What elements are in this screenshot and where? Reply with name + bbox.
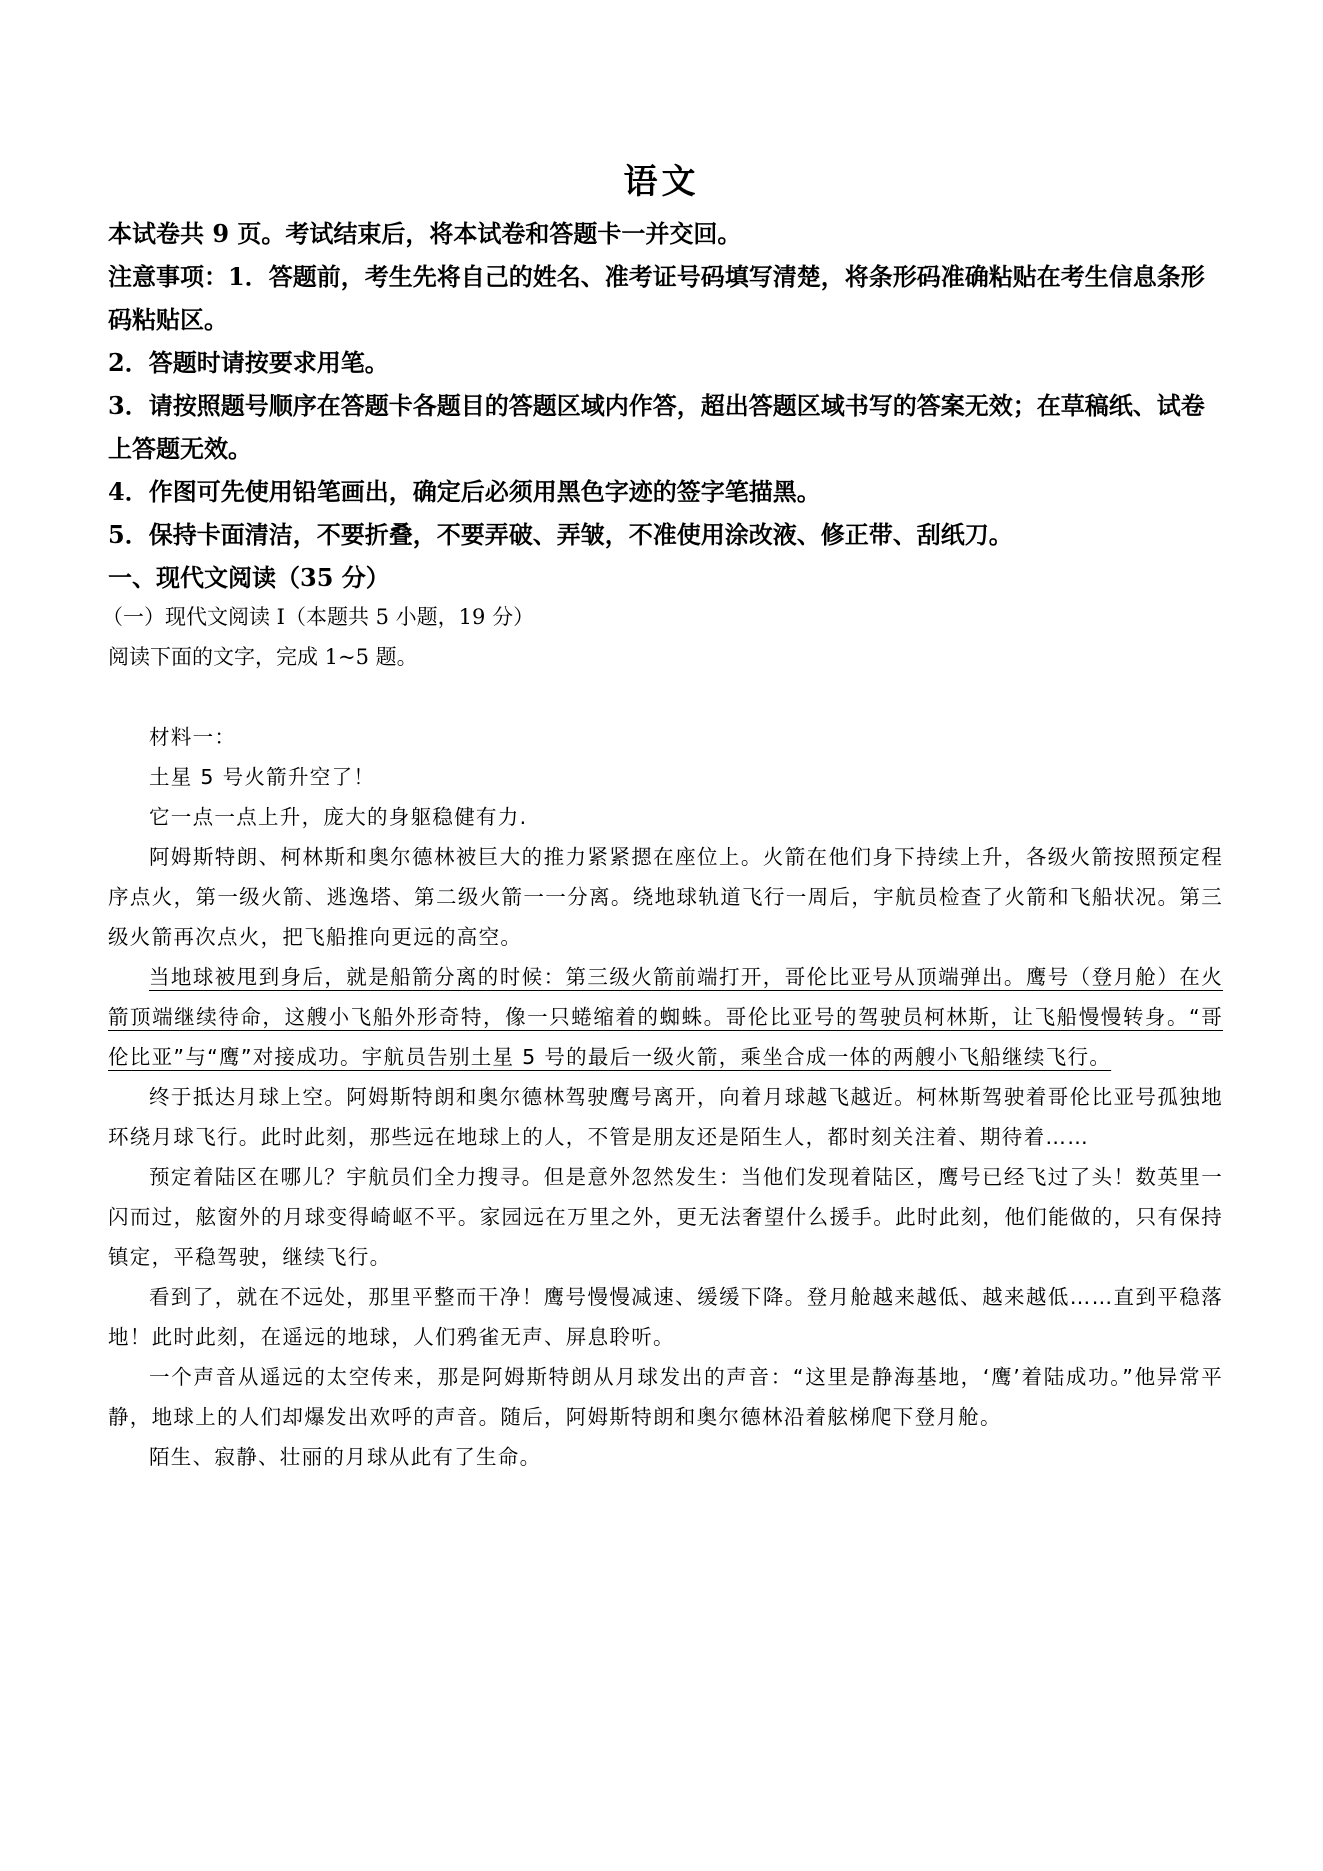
instruction-line: 5．保持卡面清洁，不要折叠，不要弄破、弄皱，不准使用涂改液、修正带、刮纸刀。: [108, 520, 1013, 549]
reading-prompt: 阅读下面的文字，完成 1~5 题。: [108, 645, 418, 669]
section-title: 一、现代文阅读（35 分）: [108, 563, 390, 592]
passage-paragraph: 一个声音从遥远的太空传来，那是阿姆斯特朗从月球发出的声音：“这里是静海基地，‘鹰’着陆成功。”他异常平静，地球上的人们却爆发出欢呼的声音。随后，阿姆斯特朗和奥尔德林沿着舷梯爬下登月舱。: [108, 1365, 1223, 1429]
passage-paragraph: 材料一：: [149, 725, 237, 749]
reading-passage: [108, 717, 1223, 1477]
passage-paragraph: 土星 5 号火箭升空了！: [149, 765, 376, 789]
underlined-paragraph: [108, 957, 1223, 1077]
passage-paragraph: 终于抵达月球上空。阿姆斯特朗和奥尔德林驾驶鹰号离开，向着月球越飞越近。柯林斯驾驶着哥伦比亚号孤独地环绕月球飞行。此时此刻，那些远在地球上的人，不管是朋友还是陌生人，都时刻关注着、期待着……: [108, 1085, 1223, 1149]
passage-paragraph: 陌生、寂静、壮丽的月球从此有了生命。: [149, 1445, 542, 1469]
page-title: 语文: [623, 162, 700, 202]
passage-paragraph: 阿姆斯特朗、柯林斯和奥尔德林被巨大的推力紧紧摁在座位上。火箭在他们身下持续上升，各级火箭按照预定程序点火，第一级火箭、逃逸塔、第二级火箭一一分离。绕地球轨道飞行一周后，宇航员检查了火箭和飞船状况。第三级火箭再次点火，把飞船推向更远的高空。: [108, 845, 1223, 949]
instruction-line: 4．作图可先使用铅笔画出，确定后必须用黑色字迹的签字笔描黑。: [108, 477, 821, 506]
passage-paragraph: 看到了，就在不远处，那里平整而干净！鹰号慢慢减速、缓缓下降。登月舱越来越低、越来越低……直到平稳落地！此时此刻，在遥远的地球，人们鸦雀无声、屏息聆听。: [108, 1285, 1223, 1349]
instruction-line: 3．请按照题号顺序在答题卡各题目的答题区域内作答，超出答题区域书写的答案无效；在草稿纸、试卷上答题无效。: [108, 391, 1205, 463]
underlined-text: 当地球被甩到身后，就是船箭分离的时候：第三级火箭前端打开，哥伦比亚号从顶端弹出。鹰号（登月舱）在火箭顶端继续待命，这艘小飞船外形奇特，像一只蜷缩着的蜘蛛。哥伦比亚号的驾驶员柯林斯，让飞船慢慢转身。“哥伦比亚”与“鹰”对接成功。宇航员告别土星 5 号的最后一级火箭，乘坐合成一体的两艘小飞船继续飞行。: [108, 965, 1223, 1069]
instruction-line: 本试卷共 9 页。考试结束后，将本试卷和答题卡一并交回。: [108, 219, 742, 248]
subsection-title: （一）现代文阅读 I（本题共 5 小题，19 分）: [102, 605, 535, 629]
passage-paragraph: 预定着陆区在哪儿？宇航员们全力搜寻。但是意外忽然发生：当他们发现着陆区，鹰号已经飞过了头！数英里一闪而过，舷窗外的月球变得崎岖不平。家园远在万里之外，更无法奢望什么援手。此时此刻，他们能做的，只有保持镇定，平稳驾驶，继续飞行。: [108, 1165, 1223, 1269]
subsection-header: [102, 597, 1223, 677]
exam-instructions: [108, 212, 1223, 599]
instruction-line: 2．答题时请按要求用笔。: [108, 348, 389, 377]
passage-paragraph: 它一点一点上升，庞大的身躯稳健有力.: [149, 805, 528, 829]
instruction-line: 注意事项：1．答题前，考生先将自己的姓名、准考证号码填写清楚，将条形码准确粘贴在考生信息条形码粘贴区。: [108, 262, 1205, 334]
